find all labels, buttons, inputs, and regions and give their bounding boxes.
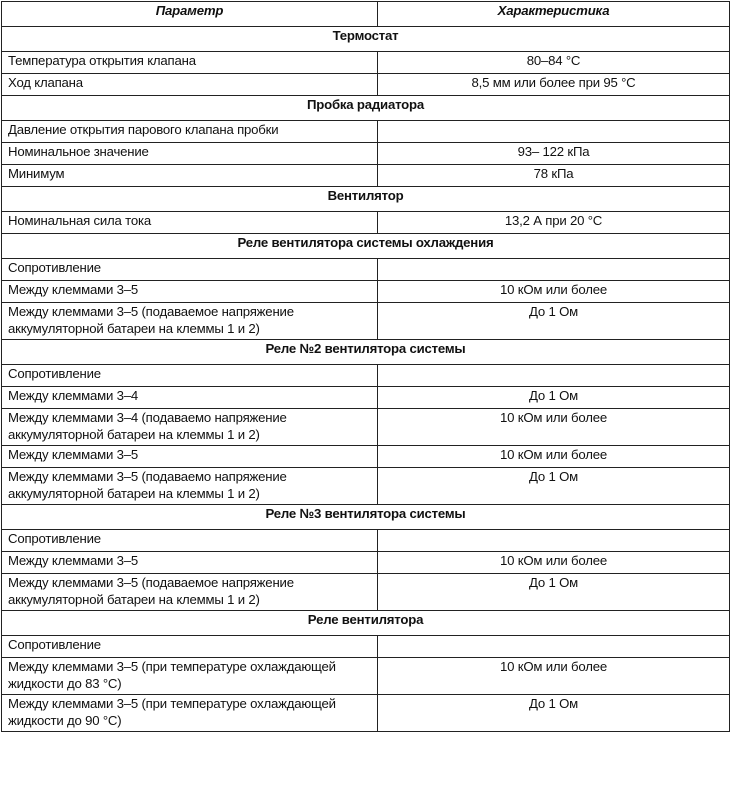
value-cell: 10 кОм или более — [378, 409, 730, 446]
table-row — [2, 259, 730, 281]
parameter-cell: Ход клапана — [2, 74, 378, 96]
parameter-cell: Между клеммами 3–5 (подаваемое напряжение аккумуляторной батареи на клеммы 1 и 2) — [2, 574, 378, 611]
parameter-cell: Давление открытия парового клапана пробки — [2, 121, 378, 143]
table-row — [2, 281, 730, 303]
section-row — [2, 96, 730, 121]
value-cell: 10 кОм или более — [378, 552, 730, 574]
section-title: Реле вентилятора — [2, 611, 730, 636]
parameter-cell: Минимум — [2, 165, 378, 187]
table-row — [2, 165, 730, 187]
parameter-cell: Между клеммами 3–5 — [2, 446, 378, 468]
parameter-cell: Номинальное значение — [2, 143, 378, 165]
table-row — [2, 74, 730, 96]
parameter-cell: Между клеммами 3–5 (подаваемое напряжение аккумуляторной батареи на клеммы 1 и 2) — [2, 303, 378, 340]
parameter-cell: Между клеммами 3–5 — [2, 552, 378, 574]
section-title: Реле №2 вентилятора системы — [2, 340, 730, 365]
table-row — [2, 387, 730, 409]
table-row — [2, 409, 730, 446]
table-row — [2, 468, 730, 505]
table-row — [2, 212, 730, 234]
parameter-cell: Температура открытия клапана — [2, 52, 378, 74]
parameter-cell: Между клеммами 3–5 (при температуре охлаждающей жидкости до 90 °С) — [2, 695, 378, 732]
table-row — [2, 658, 730, 695]
table-row — [2, 530, 730, 552]
value-cell: 8,5 мм или более при 95 °С — [378, 74, 730, 96]
value-cell: До 1 Ом — [378, 468, 730, 505]
header-row — [2, 2, 730, 27]
table-row — [2, 52, 730, 74]
value-cell — [378, 259, 730, 281]
header-characteristic: Характеристика — [378, 2, 730, 27]
parameter-cell: Сопротивление — [2, 365, 378, 387]
value-cell: До 1 Ом — [378, 695, 730, 732]
table-body — [2, 27, 730, 732]
value-cell — [378, 636, 730, 658]
parameter-cell: Между клеммами 3–5 (при температуре охлаждающей жидкости до 83 °С) — [2, 658, 378, 695]
parameter-cell: Между клеммами 3–5 — [2, 281, 378, 303]
table-row — [2, 121, 730, 143]
section-title: Реле №3 вентилятора системы — [2, 505, 730, 530]
header-parameter: Параметр — [2, 2, 378, 27]
section-title: Термостат — [2, 27, 730, 52]
table-row — [2, 365, 730, 387]
value-cell: До 1 Ом — [378, 387, 730, 409]
value-cell — [378, 365, 730, 387]
spec-table — [1, 1, 730, 732]
table-row — [2, 143, 730, 165]
parameter-cell: Сопротивление — [2, 636, 378, 658]
section-title: Пробка радиатора — [2, 96, 730, 121]
value-cell: 93– 122 кПа — [378, 143, 730, 165]
parameter-cell: Между клеммами 3–4 — [2, 387, 378, 409]
section-row — [2, 27, 730, 52]
value-cell: До 1 Ом — [378, 574, 730, 611]
value-cell: До 1 Ом — [378, 303, 730, 340]
table-row — [2, 552, 730, 574]
value-cell: 13,2 А при 20 °С — [378, 212, 730, 234]
section-row — [2, 340, 730, 365]
value-cell — [378, 121, 730, 143]
table-row — [2, 303, 730, 340]
value-cell: 10 кОм или более — [378, 281, 730, 303]
parameter-cell: Номинальная сила тока — [2, 212, 378, 234]
value-cell: 10 кОм или более — [378, 658, 730, 695]
section-row — [2, 234, 730, 259]
value-cell: 80–84 °С — [378, 52, 730, 74]
section-row — [2, 505, 730, 530]
value-cell: 78 кПа — [378, 165, 730, 187]
value-cell: 10 кОм или более — [378, 446, 730, 468]
value-cell — [378, 530, 730, 552]
table-row — [2, 636, 730, 658]
parameter-cell: Сопротивление — [2, 259, 378, 281]
table-row — [2, 574, 730, 611]
section-title: Вентилятор — [2, 187, 730, 212]
table-row — [2, 446, 730, 468]
section-row — [2, 187, 730, 212]
section-row — [2, 611, 730, 636]
parameter-cell: Сопротивление — [2, 530, 378, 552]
section-title: Реле вентилятора системы охлаждения — [2, 234, 730, 259]
parameter-cell: Между клеммами 3–5 (подаваемо напряжение аккумуляторной батареи на клеммы 1 и 2) — [2, 468, 378, 505]
parameter-cell: Между клеммами 3–4 (подаваемо напряжение аккумуляторной батареи на клеммы 1 и 2) — [2, 409, 378, 446]
table-row — [2, 695, 730, 732]
